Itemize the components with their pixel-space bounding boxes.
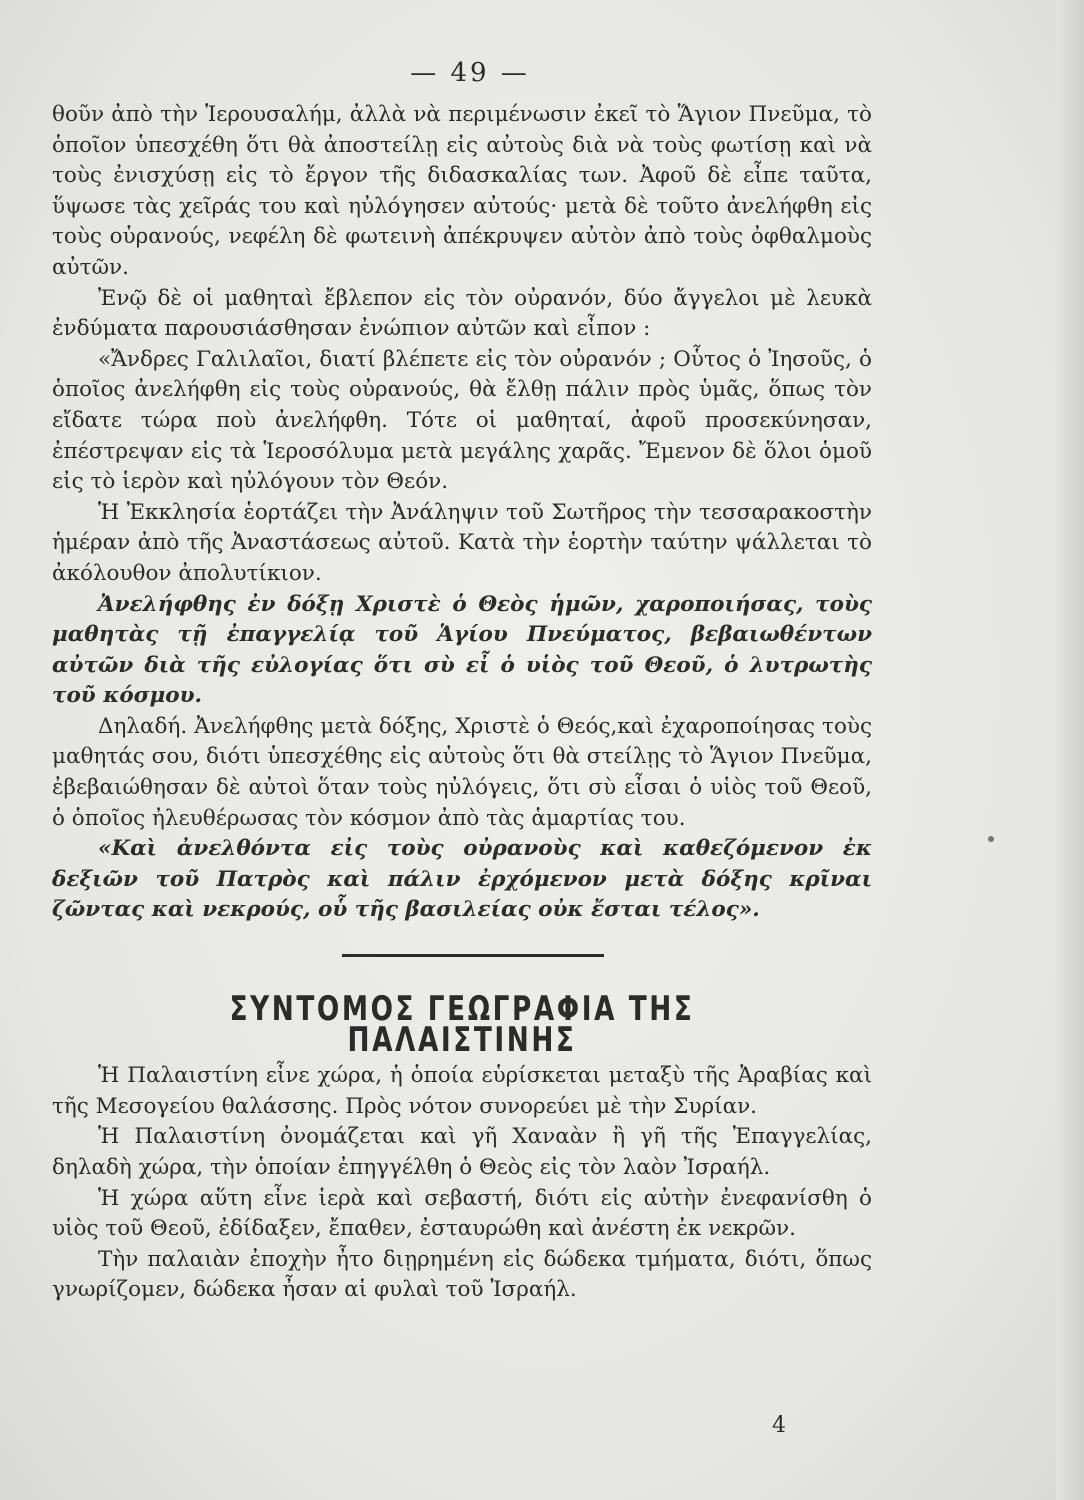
paragraph: θοῦν ἀπὸ τὴν Ἱερουσαλήμ, ἀλλὰ νὰ περιμένωσιν ἐκεῖ τὸ Ἅγιον Πνεῦμα, τὸ ὁποῖον ὑπεσχέθη ὅτι θὰ ἀποστείλῃ εἰς αὐτοὺς διὰ νὰ τοὺς φωτίσῃ καὶ νὰ τοὺς ἐνισχύσῃ εἰς τὸ ἔργον τῆς διδασκαλίας των. Ἀφοῦ δὲ εἶπε ταῦτα, ὕψωσε τὰς χεῖράς του καὶ ηὐλόγησεν αὐτούς· μετὰ δὲ τοῦτο ἀνελήφθη εἰς τοὺς οὐρανούς, νεφέλη δὲ φωτεινὴ ἀπέκρυψεν αὐτὸν ἀπὸ τοὺς ὀφθαλμοὺς αὐτῶν.: [52, 102, 872, 280]
ink-speck: [988, 836, 994, 842]
creed-quote: «Καὶ ἀνελθόντα εἰς τοὺς οὐρανοὺς καὶ καθεζόμενον ἐκ δεξιῶν τοῦ Πατρὸς καὶ πάλιν ἐρχόμενον μετὰ δόξης κρῖναι ζῶντας καὶ νεκρούς, οὗ τῆς βασιλείας οὐκ ἔσται τέλος».: [52, 836, 872, 923]
text-body: [52, 100, 872, 1306]
paragraph: Δηλαδή. Ἀνελήφθης μετὰ δόξης, Χριστὲ ὁ Θεός,καὶ ἐχαροποίησας τοὺς μαθητάς σου, διότι ὑπεσχέθης εἰς αὐτοὺς ὅτι θὰ στείλῃς τὸ Ἅγιον Πνεῦμα, ἐβεβαιώθησαν δὲ αὐτοὶ ὅταν τοὺς ηὐλόγεις, ὅτι σὺ εἶσαι ὁ υἱὸς τοῦ Θεοῦ, ὁ ὁποῖος ἠλευθέρωσας τὸν κόσμον ἀπὸ τὰς ἁμαρτίας του.: [52, 713, 872, 831]
paragraph: Ἡ Παλαιστίνη ὀνομάζεται καὶ γῆ Χαναὰν ἢ γῆ τῆς Ἐπαγγελίας, δηλαδὴ χώρα, τὴν ὁποίαν ἐπηγγέλθη ὁ Θεὸς εἰς τὸν λαὸν Ἰσραήλ.: [52, 1124, 872, 1180]
paragraph: Ἡ Ἐκκλησία ἑορτάζει τὴν Ἀνάληψιν τοῦ Σωτῆρος τὴν τεσσαρακοστὴν ἡμέραν ἀπὸ τῆς Ἀναστάσεως αὐτοῦ. Κατὰ τὴν ἑορτὴν ταύτην ψάλλεται τὸ ἀκόλουθον ἀπολυτίκιον.: [52, 499, 872, 586]
paragraph: Ἡ χώρα αὕτη εἶνε ἱερὰ καὶ σεβαστή, διότι εἰς αὐτὴν ἐνεφανίσθη ὁ υἱὸς τοῦ Θεοῦ, ἐδίδαξεν, ἔπαθεν, ἐσταυρώθη καὶ ἀνέστη ἐκ νεκρῶν.: [52, 1185, 872, 1242]
hymn-apolytikion: Ἀνελήφθης ἐν δόξῃ Χριστὲ ὁ Θεὸς ἡμῶν, χαροποιήσας, τοὺς μαθητὰς τῇ ἐπαγγελίᾳ τοῦ Ἁγίου Πνεύματος, βεβαιωθέντων αὐτῶν διὰ τῆς εὐλογίας ὅτι σὺ εἶ ὁ υἱὸς τοῦ Θεοῦ, ὁ λυτρωτὴς τοῦ κόσμου.: [52, 591, 872, 709]
paragraph: Ἐνῷ δὲ οἱ μαθηταὶ ἔβλεπον εἰς τὸν οὐρανόν, δύο ἄγγελοι μὲ λευκὰ ἐνδύματα παρουσιάσθησαν ἐνώπιον αὐτῶν καὶ εἶπον :: [52, 285, 872, 342]
signature-mark: 4: [772, 1413, 786, 1438]
paragraph: Ἡ Παλαιστίνη εἶνε χώρα, ἡ ὁποία εὑρίσκεται μεταξὺ τῆς Ἀραβίας καὶ τῆς Μεσογείου θαλάσσης. Πρὸς νότον συνορεύει μὲ τὴν Συρίαν.: [52, 1063, 872, 1119]
divider-rule: [342, 954, 604, 957]
paragraph: «Ἄνδρες Γαλιλαῖοι, διατί βλέπετε εἰς τὸν οὐρανόν ; Οὗτος ὁ Ἰησοῦς, ὁ ὁποῖος ἀνελήφθη εἰς τοὺς οὐρανούς, θὰ ἔλθῃ πάλιν πρὸς ὑμᾶς, ὅπως τὸν εἴδατε τώρα ποὺ ἀνελήφθη. Τότε οἱ μαθηταί, ἀφοῦ προσεκύνησαν, ἐπέστρεψαν εἰς τὰ Ἱεροσόλυμα μετὰ μεγάλης χαρᾶς. Ἔμενον δὲ ὅλοι ὁμοῦ εἰς τὸ ἱερὸν καὶ ηὐλόγουν τὸν Θεόν.: [52, 346, 872, 495]
page-edge-shadow: [1056, 0, 1084, 1500]
section-heading: ΣΥΝΤΟΜΟΣ ΓΕΩΓΡΑΦΙΑ ΤΗΣ ΠΑΛΑΙΣΤΙΝΗΣ: [229, 989, 695, 1060]
section-divider: [52, 926, 872, 986]
page-number: — 49 —: [410, 58, 530, 88]
paragraph: Τὴν παλαιὰν ἐποχὴν ἦτο διῃρημένη εἰς δώδεκα τμήματα, διότι, ὅπως γνωρίζομεν, δώδεκα ἦσαν αἱ φυλαὶ τοῦ Ἰσραήλ.: [52, 1246, 872, 1303]
